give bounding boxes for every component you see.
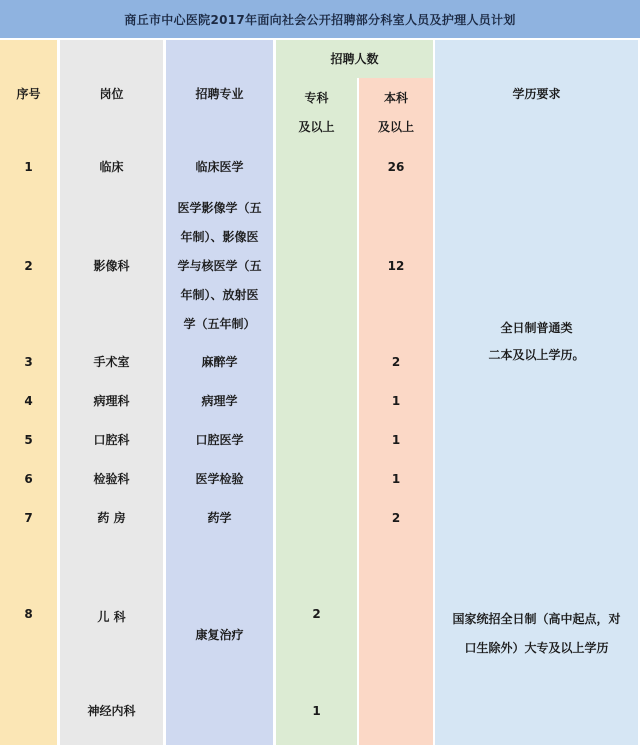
row-9-zhuanke: 1: [312, 704, 321, 718]
header-education: 学历要求: [512, 87, 561, 101]
row-4-benke: 1: [391, 394, 401, 408]
header-major: 招聘专业: [195, 87, 244, 101]
header-post: 岗位: [99, 87, 124, 101]
row-7-post: 药 房: [97, 511, 126, 525]
row-5-major: 口腔医学: [195, 433, 244, 447]
row-4-major: 病理学: [201, 394, 238, 408]
header-benke-line1: 本科: [383, 91, 408, 105]
header-seq: 序号: [16, 87, 41, 101]
row-2-major-line5: 学（五年制）: [183, 317, 256, 331]
row-5-post: 口腔科: [93, 433, 130, 447]
row-4-post: 病理科: [93, 394, 130, 408]
education-req-1-line1: 全日制普通类: [500, 321, 573, 335]
education-req-2-line2: 口生除外）大专及以上学历: [464, 641, 609, 655]
row-3-major: 麻醉学: [201, 355, 238, 369]
row-9-post: 神经内科: [87, 704, 136, 718]
row-2-major-line2: 年制）、影像医: [180, 230, 259, 244]
row-7-major: 药学: [207, 511, 232, 525]
row-6-benke: 1: [391, 472, 401, 486]
page-title: 商丘市中心医院2017年面向社会公开招聘部分科室人员及护理人员计划: [0, 0, 640, 38]
row-2-seq: 2: [24, 259, 33, 273]
row-1-seq: 1: [24, 160, 33, 174]
row-2-major-line3: 学与核医学（五: [177, 259, 262, 273]
row-6-major: 医学检验: [195, 472, 244, 486]
row-8-shared-major: 康复治疗: [195, 628, 244, 642]
row-8-zhuanke: 2: [312, 607, 321, 621]
row-1-benke: 26: [387, 160, 405, 174]
header-count-group: 招聘人数: [330, 52, 379, 66]
row-2-benke: 12: [387, 259, 405, 273]
header-zhuanke-line1: 专科: [304, 91, 329, 105]
education-req-1-line2: 二本及以上学历。: [488, 348, 585, 362]
education-req-2-line1: 国家统招全日制（高中起点，对: [452, 612, 621, 626]
row-7-seq: 7: [24, 511, 33, 525]
column-zhuanke: [276, 40, 357, 745]
row-3-seq: 3: [24, 355, 33, 369]
row-2-post: 影像科: [93, 259, 130, 273]
row-1-post: 临床: [99, 160, 124, 174]
header-zhuanke-line2: 及以上: [298, 120, 335, 134]
row-2-major-line4: 年制）、放射医: [180, 288, 259, 302]
row-5-benke: 1: [391, 433, 401, 447]
row-6-seq: 6: [24, 472, 33, 486]
row-8-seq: 8: [24, 607, 33, 621]
row-5-seq: 5: [24, 433, 33, 447]
row-2-major-line1: 医学影像学（五: [177, 201, 262, 215]
row-3-post: 手术室: [93, 355, 130, 369]
row-7-benke: 2: [391, 511, 401, 525]
row-4-seq: 4: [24, 394, 33, 408]
header-benke-line2: 及以上: [377, 120, 414, 134]
row-8-post: 儿 科: [97, 610, 126, 624]
row-1-major: 临床医学: [195, 160, 244, 174]
row-3-benke: 2: [391, 355, 401, 369]
row-6-post: 检验科: [93, 472, 130, 486]
